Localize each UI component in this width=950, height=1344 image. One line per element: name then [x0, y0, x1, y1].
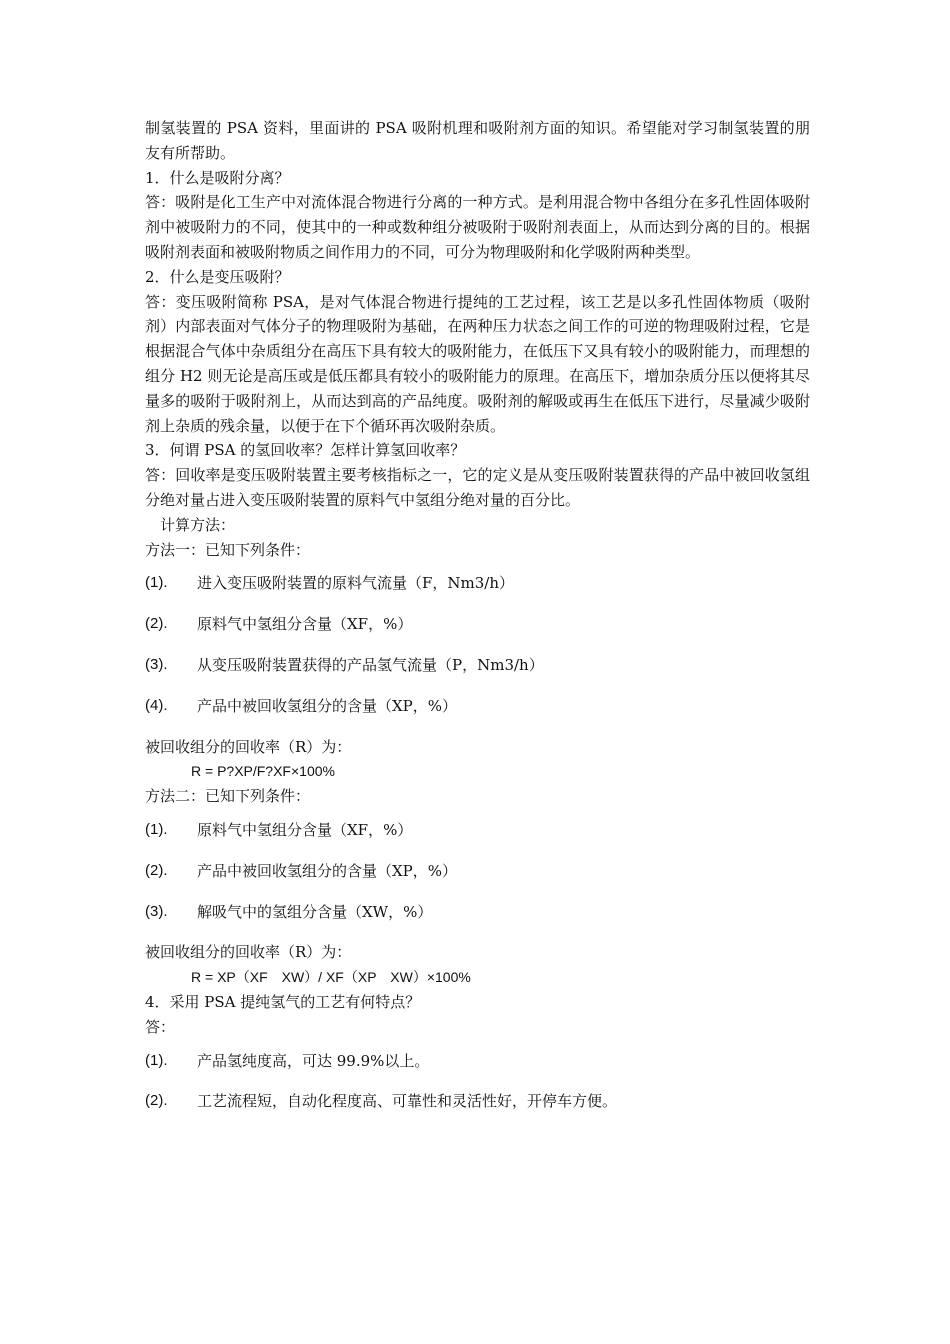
list-item-text: 工艺流程短，自动化程度高、可靠性和灵活性好，开停车方便。 [197, 1092, 618, 1111]
list-item [145, 818, 810, 843]
question-3-answer: 答：回收率是变压吸附装置主要考核指标之一，它的定义是从变压吸附装置获得的产品中被回收氢组分绝对量占进入变压吸附装置的原料气中氢组分绝对量的百分比。 [145, 466, 810, 509]
list-item [145, 612, 810, 637]
list-item-text: 产品中被回收氢组分的含量（XP，%） [197, 696, 458, 715]
list-item [145, 1089, 810, 1114]
intro-paragraph: 制氢装置的 PSA 资料，里面讲的 PSA 吸附机理和吸附剂方面的知识。希望能对学习制氢装置的朋友有所帮助。 [145, 119, 810, 162]
list-item-text: 产品中被回收氢组分的含量（XP，%） [197, 861, 458, 880]
list-item-number: (3). [145, 655, 168, 673]
list-item-number: (1). [145, 574, 168, 592]
list-item [145, 571, 810, 596]
list-item-text: 原料气中氢组分含量（XF，%） [197, 615, 413, 634]
method-2-formula: R = XP（XF XW）/ XF（XP XW）×100% [191, 969, 471, 986]
list-item [145, 653, 810, 678]
question-3-title: 3．何谓 PSA 的氢回收率？怎样计算氢回收率？ [145, 441, 466, 460]
question-2-answer: 答：变压吸附简称 PSA，是对气体混合物进行提纯的工艺过程，该工艺是以多孔性固体物质（吸附剂）内部表面对气体分子的物理吸附为基础，在两种压力状态之间工作的可逆的物理吸附过程，它是根据混合气体中杂质组分在高压下具有较大的吸附能力，在低压下又具有较小的吸附能力，而理想的组分 H2 则无论是高压或是低压都具有较小的吸附能力的原理。在高压下，增加杂质分压以便将其尽量多的吸附于吸附剂上，从而达到高的产品纯度。吸附剂的解吸或再生在低压下进行，尽量减少吸附剂上杂质的残余量，以便于在下个循环再次吸附杂质。 [145, 292, 810, 435]
question-2-title: 2．什么是变压吸附？ [145, 267, 290, 286]
list-item-text: 解吸气中的氢组分含量（XW，%） [197, 902, 433, 921]
calc-method-label: 计算方法： [160, 515, 236, 534]
list-item-text: 产品氢纯度高，可达 99.9%以上。 [197, 1051, 430, 1070]
list-item-number: (1). [145, 820, 168, 838]
method-1-result-label: 被回收组分的回收率（R）为： [145, 737, 352, 756]
list-item-number: (2). [145, 615, 168, 633]
method-1-formula: R = P?XP/F?XF×100% [191, 763, 335, 780]
list-item-text: 进入变压吸附装置的原料气流量（F，Nm3/h） [197, 574, 515, 593]
list-item [145, 859, 810, 884]
list-item [145, 694, 810, 719]
method-2-label: 方法二：已知下列条件： [145, 787, 311, 806]
question-4-answer-label: 答： [145, 1017, 176, 1036]
list-item-text: 原料气中氢组分含量（XF，%） [197, 820, 413, 839]
question-4-title: 4．采用 PSA 提纯氢气的工艺有何特点？ [145, 992, 421, 1011]
question-1-answer: 答：吸附是化工生产中对流体混合物进行分离的一种方式。是利用混合物中各组分在多孔性固体吸附剂中被吸附力的不同，使其中的一种或数种组分被吸附于吸附剂表面上，从而达到分离的目的。根据吸附剂表面和被吸附物质之间作用力的不同，可分为物理吸附和化学吸附两种类型。 [145, 193, 810, 261]
question-1-title: 1．什么是吸附分离？ [145, 168, 290, 187]
list-item [145, 1049, 810, 1074]
list-item [145, 900, 810, 925]
method-2-result-label: 被回收组分的回收率（R）为： [145, 943, 352, 962]
list-item-text: 从变压吸附装置获得的产品氢气流量（P，Nm3/h） [197, 655, 544, 674]
list-item-number: (1). [145, 1051, 168, 1069]
list-item-number: (4). [145, 696, 168, 714]
list-item-number: (2). [145, 1092, 168, 1110]
list-item-number: (3). [145, 902, 168, 920]
method-1-label: 方法一：已知下列条件： [145, 540, 311, 559]
document-body [145, 116, 810, 1130]
list-item-number: (2). [145, 861, 168, 879]
